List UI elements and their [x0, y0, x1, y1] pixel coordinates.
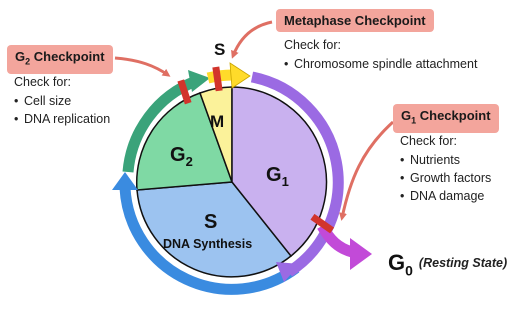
g1-checkpoint-label: $G_1$ Checkpoint: [393, 104, 499, 133]
outer-s-label: S: [214, 40, 226, 59]
g2-check-for-heading: Check for:: [14, 75, 71, 89]
outer-arrow-s-head: [112, 172, 138, 190]
g0-main: G: [388, 250, 406, 275]
metaphase-checkpoint-details: [284, 36, 477, 73]
g2-phase-label: $G_2$: [170, 144, 193, 169]
g2-check-item: • DNA replication: [14, 110, 110, 128]
s-phase-description: DNA Synthesis: [163, 237, 253, 251]
g1-pointer-arrow: [342, 122, 393, 218]
m-phase-label: M: [210, 112, 225, 131]
g1-check-item: • Growth factors: [400, 169, 491, 187]
g1-check-item: • Nutrients: [400, 151, 491, 169]
g2-checkpoint-label: $G_2$ Checkpoint: [7, 45, 113, 74]
g1-check-item: • DNA damage: [400, 187, 491, 205]
g2-check-item: • Cell size: [14, 92, 110, 110]
resting-state-note: (Resting State): [418, 256, 508, 270]
outer-arrow-m-head: [230, 63, 250, 88]
s-phase-letter: S: [204, 211, 218, 233]
metaphase-check-item: • Chromosome spindle attachment: [284, 55, 477, 73]
g1-check-for-heading: Check for:: [400, 134, 457, 148]
g0-label: [388, 250, 507, 278]
g0-sub: 0: [405, 262, 413, 279]
g2-checkpoint-details: [14, 73, 110, 128]
g1-phase-label: $G_1$: [266, 164, 289, 189]
metaphase-pointer-arrow: [233, 22, 272, 56]
metaphase-checkpoint-label: Metaphase Checkpoint: [276, 9, 434, 32]
metaphase-check-for-heading: Check for:: [284, 38, 341, 52]
g1-checkpoint-details: [400, 132, 491, 205]
g0-exit-arrow-head: [350, 238, 372, 270]
g2-pointer-arrow: [115, 58, 168, 75]
